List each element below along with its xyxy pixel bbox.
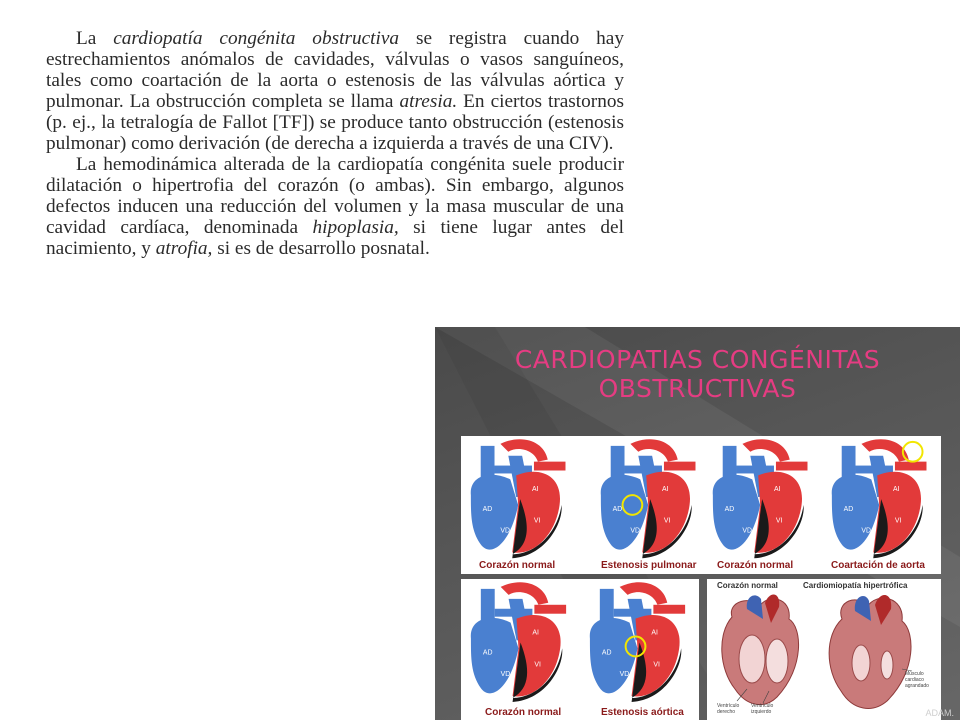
pulmonary-vein <box>653 605 685 614</box>
diagram-caption: Corazón normal <box>479 560 556 571</box>
p1-term-cardiopatia: cardiopatía congénita obstructiva <box>113 28 400 49</box>
heart-schematic <box>822 436 941 574</box>
p1-segment: se registra cuando hay estrechamientos anómalos de cavidades, válvulas o vasos sanguíneos, tales como coartación de la aorta o estenosis de las válvulas aórtica y pulmonar. La obstrucción completa se llama <box>46 28 624 112</box>
hypertrophy-header-normal: Corazón normal <box>717 581 778 590</box>
right-heart <box>713 475 760 550</box>
chamber-label: AD <box>482 505 493 513</box>
p1-segment: En ciertos trastornos (p. ej., la tetralogía de Fallot [TF]) se produce tanto obstrucción (estenosis pulmonar) como derivación (de derecha a izquierda a través de una CIV). <box>46 91 624 154</box>
slide-title <box>435 345 960 403</box>
p2-segment: si tiene lugar antes del nacimiento, y <box>46 217 624 259</box>
aortic-arch <box>742 439 789 461</box>
heart-diagram <box>703 436 822 574</box>
label-left-ventricle: Ventrículo izquierdo <box>751 703 774 715</box>
aortic-arch <box>620 582 668 605</box>
chamber-label: AI <box>532 629 539 637</box>
chamber-label: AI <box>892 486 900 494</box>
diagram-group-aortic <box>461 579 699 720</box>
diagram-caption: Estenosis pulmonar <box>601 560 697 571</box>
chamber-label: AI <box>651 629 658 637</box>
hypertrophy-header-hcm: Cardiomiopatía hipertrófica <box>803 581 908 590</box>
chamber-label: VI <box>534 661 541 669</box>
adam-logo: ADAM. <box>925 708 954 718</box>
label-enlarged-muscle: Músculo cardiaco agrandado <box>905 671 929 689</box>
chamber-label: VD <box>742 527 752 535</box>
p1-term-atresia: atresia. <box>399 91 458 112</box>
p2-term-atrofia: atrofia, <box>155 238 213 259</box>
heart-diagram <box>580 579 699 720</box>
aortic-arch <box>500 439 547 461</box>
heart-schematic <box>461 579 580 720</box>
heart-diagram <box>461 579 580 720</box>
p2-segment: si es de desarrollo posnatal. <box>212 238 430 259</box>
slide-panel <box>435 327 960 720</box>
slide-title-line-2: OBSTRUCTIVAS <box>598 374 797 403</box>
scanned-text <box>46 28 624 259</box>
heart-schematic <box>461 436 591 574</box>
aortic-arch <box>501 582 549 605</box>
aortic-arch <box>630 439 677 461</box>
right-heart <box>832 475 879 550</box>
scanned-text-page <box>0 0 960 330</box>
lesion-marker <box>903 442 923 462</box>
chamber-label: AD <box>724 505 735 513</box>
heart-diagram <box>461 436 591 574</box>
diagram-group-pulmonary <box>461 436 721 574</box>
chamber-label: AI <box>773 486 781 494</box>
right-heart <box>471 475 518 550</box>
chamber-label: VD <box>500 527 510 535</box>
hypertrophy-illustration <box>707 579 941 720</box>
chamber-label: VD <box>861 527 871 535</box>
diagram-caption: Corazón normal <box>717 560 794 571</box>
heart-schematic <box>591 436 721 574</box>
p2-term-hipoplasia: hipoplasia, <box>312 217 399 238</box>
anatomical-hearts <box>707 579 941 720</box>
heart-diagram <box>591 436 721 574</box>
pulmonary-vein <box>895 462 927 471</box>
chamber-label: VI <box>663 517 671 525</box>
slide-title-line-1: CARDIOPATIAS CONGÉNITAS <box>514 345 881 374</box>
chamber-label: AI <box>531 486 539 494</box>
chamber-label: VD <box>630 527 640 535</box>
chamber-label: AD <box>601 649 612 657</box>
heart-diagram <box>822 436 941 574</box>
aortic-arch <box>861 439 908 461</box>
pulmonary-vein <box>534 462 566 471</box>
chamber-label: VI <box>653 661 660 669</box>
p1-segment: La <box>76 28 114 49</box>
chamber-label: VD <box>500 671 511 679</box>
diagram-caption: Coartación de aorta <box>831 560 925 571</box>
chamber-label: VI <box>894 517 902 525</box>
paragraph-2 <box>46 154 624 259</box>
diagram-group-coarctation <box>703 436 941 574</box>
right-heart <box>471 618 519 693</box>
p2-segment: La hemodinámica alterada de la cardiopatía congénita suele producir dilatación o hipertrofia del corazón (o ambas). Sin embargo, algunos defectos inducen una reducción del volumen y la masa muscular de una cavidad cardíaca, denominada <box>46 154 624 238</box>
diagram-caption: Estenosis aórtica <box>601 707 684 718</box>
heart-schematic <box>703 436 822 574</box>
pulmonary-vein <box>664 462 696 471</box>
pulmonary-vein <box>776 462 808 471</box>
paragraph-1 <box>46 28 624 154</box>
chamber-label: AI <box>661 486 669 494</box>
chamber-label: VI <box>775 517 783 525</box>
heart-schematic <box>580 579 699 720</box>
diagram-caption: Corazón normal <box>485 707 562 718</box>
chamber-label: AD <box>612 505 623 513</box>
chamber-label: VI <box>533 517 541 525</box>
label-right-ventricle: Ventrículo derecho <box>717 703 740 715</box>
chamber-label: AD <box>843 505 854 513</box>
pulmonary-vein <box>534 605 566 614</box>
chamber-label: AD <box>482 649 493 657</box>
chamber-label: VD <box>619 671 630 679</box>
